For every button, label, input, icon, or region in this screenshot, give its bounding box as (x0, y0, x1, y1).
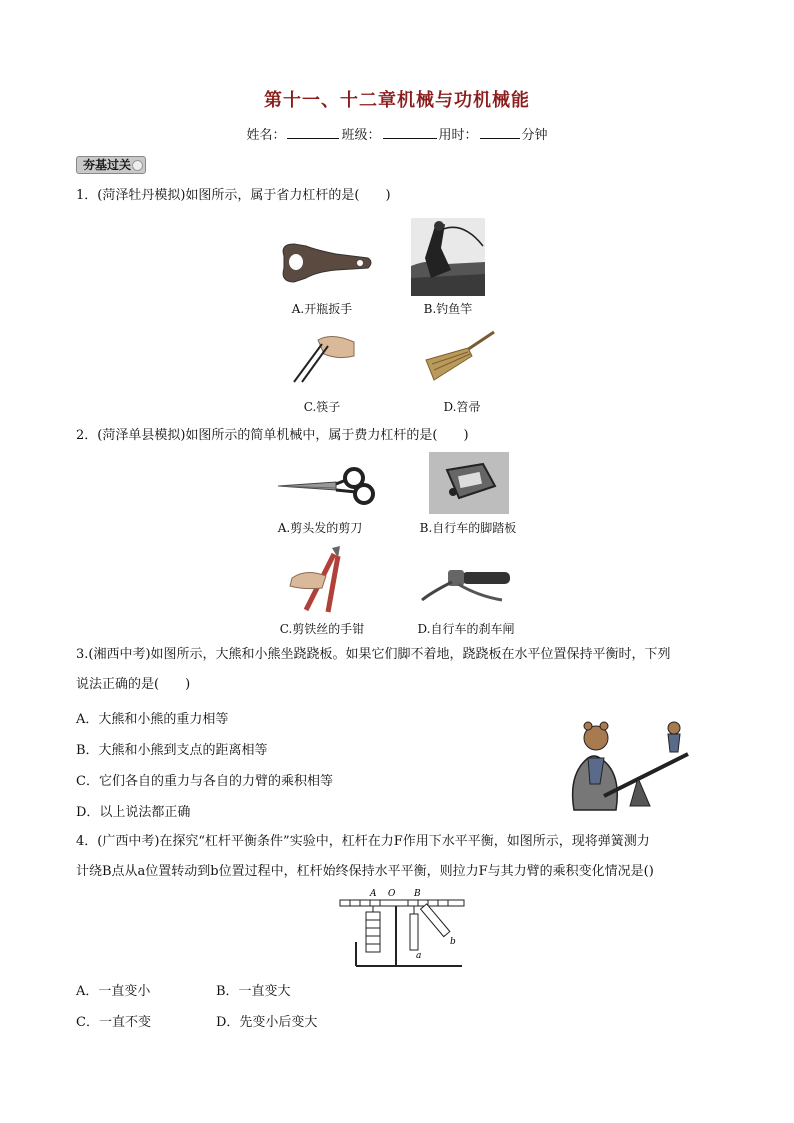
chopsticks-image (288, 330, 358, 384)
q2-caption-d: D.自行车的刹车闸 (417, 622, 515, 636)
bears-seesaw-image (564, 714, 694, 814)
q3-option-b[interactable]: B．大熊和小熊到支点的距离相等 (76, 743, 268, 758)
question-4-stem-line2: 计绕B点从a位置转动到b位置过程中，杠杆始终保持水平平衡，则拉力F与其力臂的乘积变化情况是() (76, 864, 654, 879)
name-blank[interactable] (287, 126, 339, 139)
question-3-stem-line2: 说法正确的是( ) (76, 677, 191, 692)
name-label: 姓名： (246, 128, 286, 143)
q1-caption-c: C.筷子 (303, 400, 341, 414)
q2-caption-a: A.剪头发的剪刀 (277, 521, 363, 535)
hair-scissors-image (276, 464, 378, 506)
class-blank[interactable] (383, 126, 437, 139)
bottle-opener-image (276, 236, 376, 288)
section-tag-label: 夯基过关 (83, 158, 132, 172)
lever-experiment-diagram (336, 886, 466, 972)
label-b: B (414, 889, 421, 899)
brake-lever-image (418, 566, 512, 604)
label-a-lower: a (416, 951, 422, 961)
time-blank[interactable] (480, 126, 520, 139)
fishing-rod-image (411, 218, 485, 296)
wire-cutter-image (286, 544, 356, 616)
label-b-lower: b (450, 937, 456, 947)
question-4-stem-line1: 4．(广西中考)在探究“杠杆平衡条件”实验中，杠杆在力F作用下水平平衡，如图所示，现将弹簧测力 (76, 834, 650, 849)
bicycle-pedal-image (429, 452, 509, 514)
label-o: O (388, 889, 396, 899)
q4-option-b[interactable]: B．一直变大 (216, 984, 291, 999)
q1-caption-d: D.笤帚 (443, 400, 481, 414)
question-1-stem: 1．(菏泽牡丹模拟)如图所示，属于省力杠杆的是( ) (76, 188, 391, 203)
broom-image (424, 330, 496, 382)
q1-caption-a: A.开瓶扳手 (291, 302, 353, 316)
q4-option-a[interactable]: A．一直变小 (76, 984, 151, 999)
class-label: 班级： (341, 128, 381, 143)
arrow-down-icon (132, 160, 143, 171)
q3-option-c[interactable]: C．它们各自的重力与各自的力臂的乘积相等 (76, 774, 333, 789)
section-tag (76, 156, 146, 174)
minutes-label: 分钟 (521, 128, 548, 143)
q2-caption-b: B.自行车的脚踏板 (419, 521, 517, 535)
q3-option-d[interactable]: D．以上说法都正确 (76, 805, 191, 820)
q1-caption-b: B.钓鱼竿 (423, 302, 473, 316)
q2-caption-c: C.剪铁丝的手钳 (279, 622, 365, 636)
label-a-upper: A (370, 889, 377, 899)
question-2-stem: 2．(菏泽单县模拟)如图所示的简单机械中，属于费力杠杆的是( ) (76, 428, 469, 443)
time-label: 用时： (438, 128, 478, 143)
question-3-stem-line1: 3.(湘西中考)如图所示，大熊和小熊坐跷跷板。如果它们脚不着地，跷跷板在水平位置保持平衡时，下列 (76, 647, 671, 662)
student-info-line (0, 124, 794, 143)
q3-option-a[interactable]: A．大熊和小熊的重力相等 (76, 712, 229, 727)
q4-option-c[interactable]: C．一直不变 (76, 1015, 151, 1030)
q4-option-d[interactable]: D．先变小后变大 (216, 1015, 318, 1030)
page-title: 第十一、十二章机械与功机械能 (264, 90, 530, 111)
